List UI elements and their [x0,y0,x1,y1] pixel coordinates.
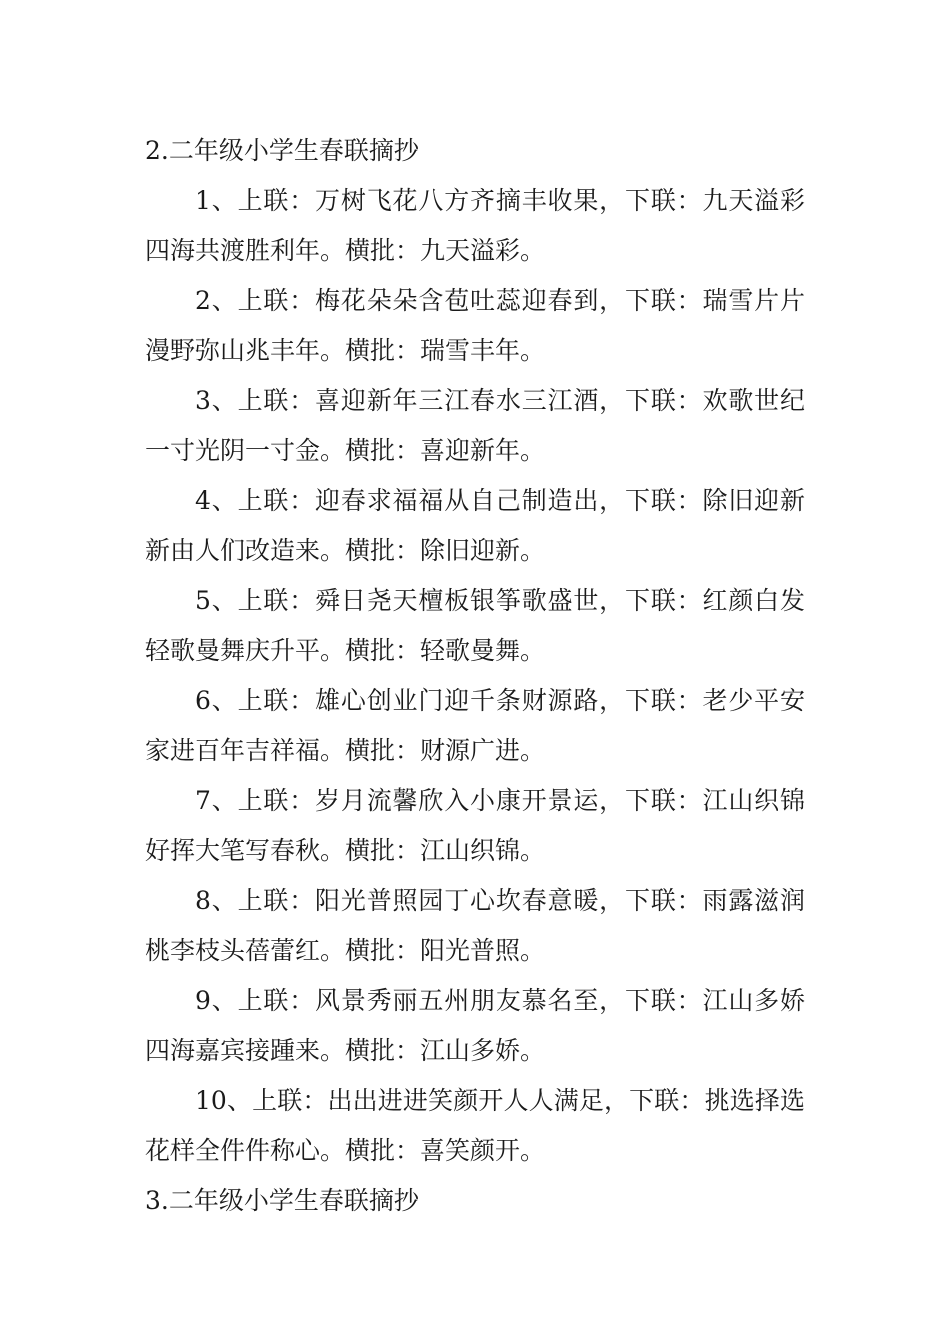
document-body [145,126,805,1226]
couplet-paragraph: 9、上联：风景秀丽五州朋友慕名至，下联：江山多娇四海嘉宾接踵来。横批：江山多娇。 [145,986,805,1065]
couplet-paragraph: 1、上联：万树飞花八方齐摘丰收果，下联：九天溢彩四海共渡胜利年。横批：九天溢彩。 [145,186,805,265]
couplet-paragraph: 5、上联：舜日尧天檀板银筝歌盛世，下联：红颜白发轻歌曼舞庆升平。横批：轻歌曼舞。 [145,586,805,665]
section-2-heading: 2.二年级小学生春联摘抄 [145,136,419,165]
couplet-paragraph: 3、上联：喜迎新年三江春水三江酒，下联：欢歌世纪一寸光阴一寸金。横批：喜迎新年。 [145,386,805,465]
couplet-list [145,176,805,1176]
section-3-heading: 3.二年级小学生春联摘抄 [145,1186,419,1215]
couplet-paragraph: 8、上联：阳光普照园丁心坎春意暖，下联：雨露滋润桃李枝头蓓蕾红。横批：阳光普照。 [145,886,805,965]
couplet-paragraph: 4、上联：迎春求福福从自己制造出，下联：除旧迎新新由人们改造来。横批：除旧迎新。 [145,486,805,565]
couplet-paragraph: 2、上联：梅花朵朵含苞吐蕊迎春到，下联：瑞雪片片漫野弥山兆丰年。横批：瑞雪丰年。 [145,286,805,365]
couplet-paragraph: 6、上联：雄心创业门迎千条财源路，下联：老少平安家进百年吉祥福。横批：财源广进。 [145,686,805,765]
couplet-paragraph: 7、上联：岁月流馨欣入小康开景运，下联：江山织锦好挥大笔写春秋。横批：江山织锦。 [145,786,805,865]
couplet-paragraph: 10、上联：出出进进笑颜开人人满足，下联：挑选择选花样全件件称心。横批：喜笑颜开。 [145,1086,805,1165]
